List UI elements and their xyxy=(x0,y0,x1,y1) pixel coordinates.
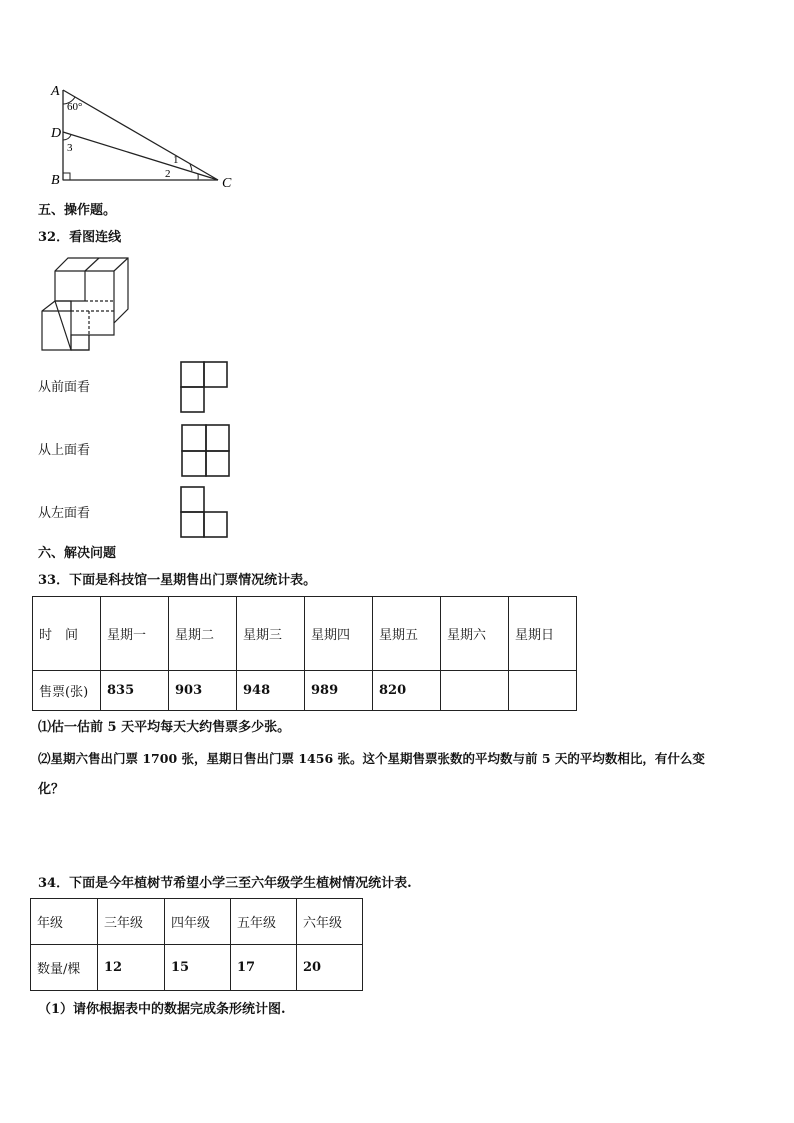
section5-heading: 五、操作题。 xyxy=(38,203,117,218)
view-label-left: 从左面看 xyxy=(38,506,91,521)
table-cell: 五年级 xyxy=(231,899,297,945)
table-cell: 星期一 xyxy=(101,597,169,671)
q33-sub2-line1: ⑵星期六售出门票 1700 张，星期日售出门票 1456 张。这个星期售票张数的平均数与前 5 天的平均数相比，有什么变 xyxy=(38,751,705,766)
table-cell: 903 xyxy=(169,671,237,711)
table-cell: 星期四 xyxy=(305,597,373,671)
table-cell: 835 xyxy=(101,671,169,711)
table-cell: 12 xyxy=(98,945,165,991)
table-cell: 时 间 xyxy=(33,597,101,671)
front-view-grid xyxy=(180,361,230,415)
table-cell: 星期二 xyxy=(169,597,237,671)
q33-sub2-line2: 化？ xyxy=(38,782,65,797)
tree-planting-table xyxy=(30,898,363,991)
table-cell: 三年级 xyxy=(98,899,165,945)
table-cell: 数量/棵 xyxy=(31,945,98,991)
q33-sub1: ⑴估一估前 5 天平均每天大约售票多少张。 xyxy=(38,720,291,735)
table-header-row xyxy=(31,899,363,945)
view-label-top: 从上面看 xyxy=(38,443,91,458)
q34-title: 34．下面是今年植树节希望小学三至六年级学生植树情况统计表. xyxy=(38,876,412,891)
triangle-figure xyxy=(40,80,240,195)
table-cell: 星期三 xyxy=(237,597,305,671)
table-cell: 星期五 xyxy=(373,597,441,671)
table-cell: 989 xyxy=(305,671,373,711)
q32-title: 32．看图连线 xyxy=(38,230,122,245)
table-cell xyxy=(441,671,509,711)
table-row xyxy=(33,671,577,711)
table-cell: 四年级 xyxy=(165,899,231,945)
angle-2-label: 2 xyxy=(165,168,171,180)
vertex-b-label: B xyxy=(51,173,60,188)
table-row xyxy=(31,945,363,991)
table-cell: 星期日 xyxy=(509,597,577,671)
q33-title: 33．下面是科技馆一星期售出门票情况统计表。 xyxy=(38,573,317,588)
table-cell: 820 xyxy=(373,671,441,711)
table-cell: 年级 xyxy=(31,899,98,945)
table-cell: 948 xyxy=(237,671,305,711)
q34-sub1: （1）请你根据表中的数据完成条形统计图. xyxy=(38,1002,286,1017)
table-cell: 20 xyxy=(297,945,363,991)
cube-figure xyxy=(38,255,138,355)
vertex-a-label: A xyxy=(51,84,60,99)
ticket-sales-table xyxy=(32,596,577,711)
table-cell: 17 xyxy=(231,945,297,991)
table-cell: 15 xyxy=(165,945,231,991)
angle-1-label: 1 xyxy=(173,154,179,166)
vertex-c-label: C xyxy=(222,176,232,191)
angle-a-label: 60° xyxy=(67,101,83,113)
section6-heading: 六、解决问题 xyxy=(38,546,117,561)
table-cell: 星期六 xyxy=(441,597,509,671)
vertex-d-label: D xyxy=(51,126,62,141)
left-view-grid xyxy=(180,486,230,540)
view-label-front: 从前面看 xyxy=(38,380,91,395)
table-cell: 六年级 xyxy=(297,899,363,945)
top-view-grid xyxy=(180,423,232,479)
table-header-row xyxy=(33,597,577,671)
angle-3-label: 3 xyxy=(67,142,73,154)
table-cell: 售票(张) xyxy=(33,671,101,711)
table-cell xyxy=(509,671,577,711)
